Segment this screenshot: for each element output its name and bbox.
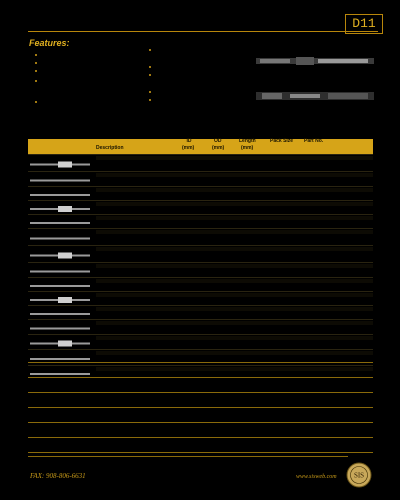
table-row [28, 305, 373, 320]
section-rule [28, 437, 373, 438]
footer-rule [28, 456, 348, 457]
col-length-unit: (mm) [241, 145, 254, 151]
table-row [28, 291, 373, 306]
col-od-unit: (mm) [212, 145, 225, 151]
table-row [28, 277, 373, 292]
table-row [28, 334, 373, 350]
row-band [96, 188, 373, 192]
row-band [96, 264, 373, 268]
feature-bullet [149, 74, 151, 76]
feature-bullet [35, 70, 37, 72]
table-row [28, 319, 373, 335]
footer-website: www.sisweb.com [296, 474, 337, 480]
feature-bullet [149, 49, 151, 51]
row-band [96, 173, 373, 177]
table-row [28, 154, 373, 172]
section-rule [28, 407, 373, 408]
col-id-unit: (mm) [182, 145, 195, 151]
col-description: Description [96, 145, 124, 151]
row-band [96, 351, 373, 355]
sis-logo-icon [346, 462, 372, 488]
product-thumbnail [28, 367, 94, 381]
row-band [96, 307, 373, 311]
row-band [96, 279, 373, 283]
table-row [28, 228, 373, 246]
feature-bullet [35, 80, 37, 82]
table-row [28, 245, 373, 263]
col-pack-size: Pack Size [270, 138, 294, 144]
table-row [28, 262, 373, 278]
feature-bullet [149, 66, 151, 68]
row-band [96, 336, 373, 340]
section-rule [28, 452, 373, 453]
table-row [28, 349, 373, 366]
row-band [96, 367, 373, 371]
row-band [96, 293, 373, 297]
top-rule [28, 31, 378, 32]
col-id: ID [186, 138, 192, 144]
table-header [28, 139, 373, 154]
table-row [28, 186, 373, 201]
section-rule [28, 377, 373, 378]
row-band [96, 230, 373, 234]
row-band [96, 321, 373, 325]
section-rule [28, 362, 373, 363]
feature-bullet [149, 91, 151, 93]
feature-bullet [149, 99, 151, 101]
row-band [96, 247, 373, 251]
features-title: Features: [29, 38, 70, 48]
table-row [28, 214, 373, 229]
product-table [28, 139, 373, 154]
row-band [96, 216, 373, 220]
section-rule [28, 422, 373, 423]
footer-fax: FAX: 908-806-6631 [30, 472, 86, 480]
section-rule [28, 392, 373, 393]
svg-text:SIS: SIS [353, 471, 365, 480]
col-od: OD [214, 138, 222, 144]
table-row [28, 200, 373, 215]
col-length: Length [239, 138, 256, 144]
product-image-bottom [256, 90, 374, 102]
row-band [96, 156, 373, 160]
product-image-top [256, 55, 374, 67]
row-band [96, 202, 373, 206]
page-number-badge: D11 [345, 14, 383, 34]
feature-bullet [35, 54, 37, 56]
col-part-no: Part No. [304, 138, 324, 144]
table-row [28, 171, 373, 187]
feature-bullet [35, 101, 37, 103]
feature-bullet [35, 62, 37, 64]
